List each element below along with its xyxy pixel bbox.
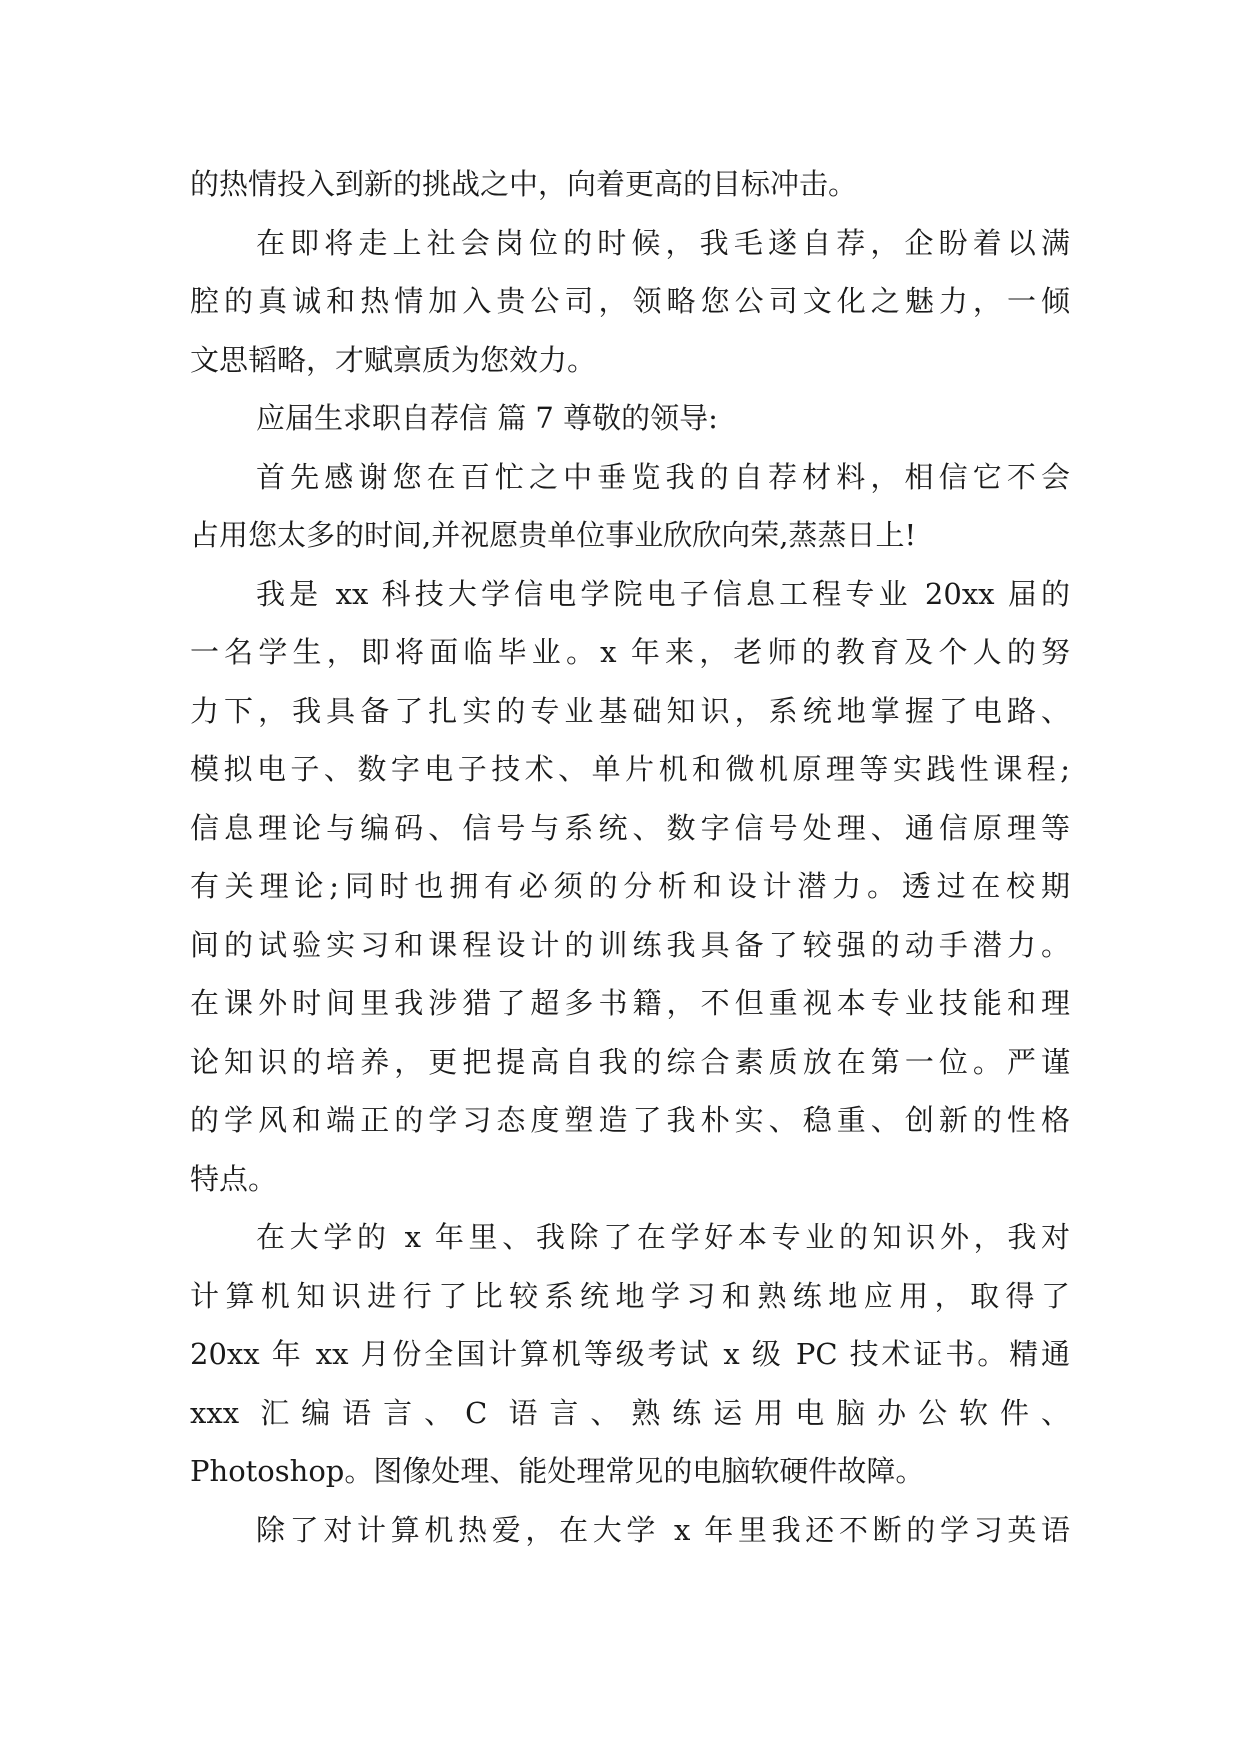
- text-line: 在课外时间里我涉猎了超多书籍，不但重视本专业技能和理: [190, 986, 1070, 1020]
- text-line: 应届生求职自荐信 篇 7 尊敬的领导:: [256, 401, 718, 435]
- text-line: 腔的真诚和热情加入贵公司，领略您公司文化之魅力，一倾: [190, 284, 1070, 318]
- text-line: 特点。: [190, 1161, 278, 1196]
- text-line: 间的试验实习和课程设计的训练我具备了较强的动手潜力。: [190, 927, 1070, 962]
- text-line: 一名学生，即将面临毕业。x 年来，老师的教育及个人的努: [190, 635, 1070, 669]
- text-line: 占用您太多的时间,并祝愿贵单位事业欣欣向荣,蒸蒸日上!: [190, 518, 917, 552]
- text-line: 首先感谢您在百忙之中垂览我的自荐材料，相信它不会: [256, 459, 1070, 494]
- text-line: 除了对计算机热爱，在大学 x 年里我还不断的学习英语: [256, 1512, 1070, 1547]
- text-line: 模拟电子、数字电子技术、单片机和微机原理等实践性课程;: [190, 752, 1070, 786]
- text-line: 的学风和端正的学习态度塑造了我朴实、稳重、创新的性格: [190, 1103, 1070, 1137]
- letter-body: [190, 155, 1070, 1559]
- text-line: Photoshop。图像处理、能处理常见的电脑软硬件故障。: [190, 1454, 925, 1488]
- text-line: 在即将走上社会岗位的时候，我毛遂自荐，企盼着以满: [256, 225, 1070, 260]
- text-line: 文思韬略，才赋禀质为您效力。: [190, 342, 597, 377]
- text-line: 在大学的 x 年里、我除了在学好本专业的知识外，我对: [256, 1220, 1070, 1254]
- text-line: 力下，我具备了扎实的专业基础知识，系统地掌握了电路、: [190, 693, 1070, 728]
- text-line: 有关理论;同时也拥有必须的分析和设计潜力。透过在校期: [190, 869, 1070, 903]
- text-line: 信息理论与编码、信号与系统、数字信号处理、通信原理等: [190, 810, 1070, 845]
- text-line: 我是 xx 科技大学信电学院电子信息工程专业 20xx 届的: [256, 576, 1070, 611]
- text-line: 计算机知识进行了比较系统地学习和熟练地应用，取得了: [190, 1278, 1070, 1313]
- text-line: xxx 汇编语言、C 语言、熟练运用电脑办公软件、: [190, 1395, 1070, 1430]
- text-line: 20xx 年 xx 月份全国计算机等级考试 x 级 PC 技术证书。精通: [190, 1337, 1070, 1371]
- text-line: 论知识的培养，更把提高自我的综合素质放在第一位。严谨: [190, 1044, 1070, 1079]
- text-line: 的热情投入到新的挑战之中，向着更高的目标冲击。: [190, 167, 858, 201]
